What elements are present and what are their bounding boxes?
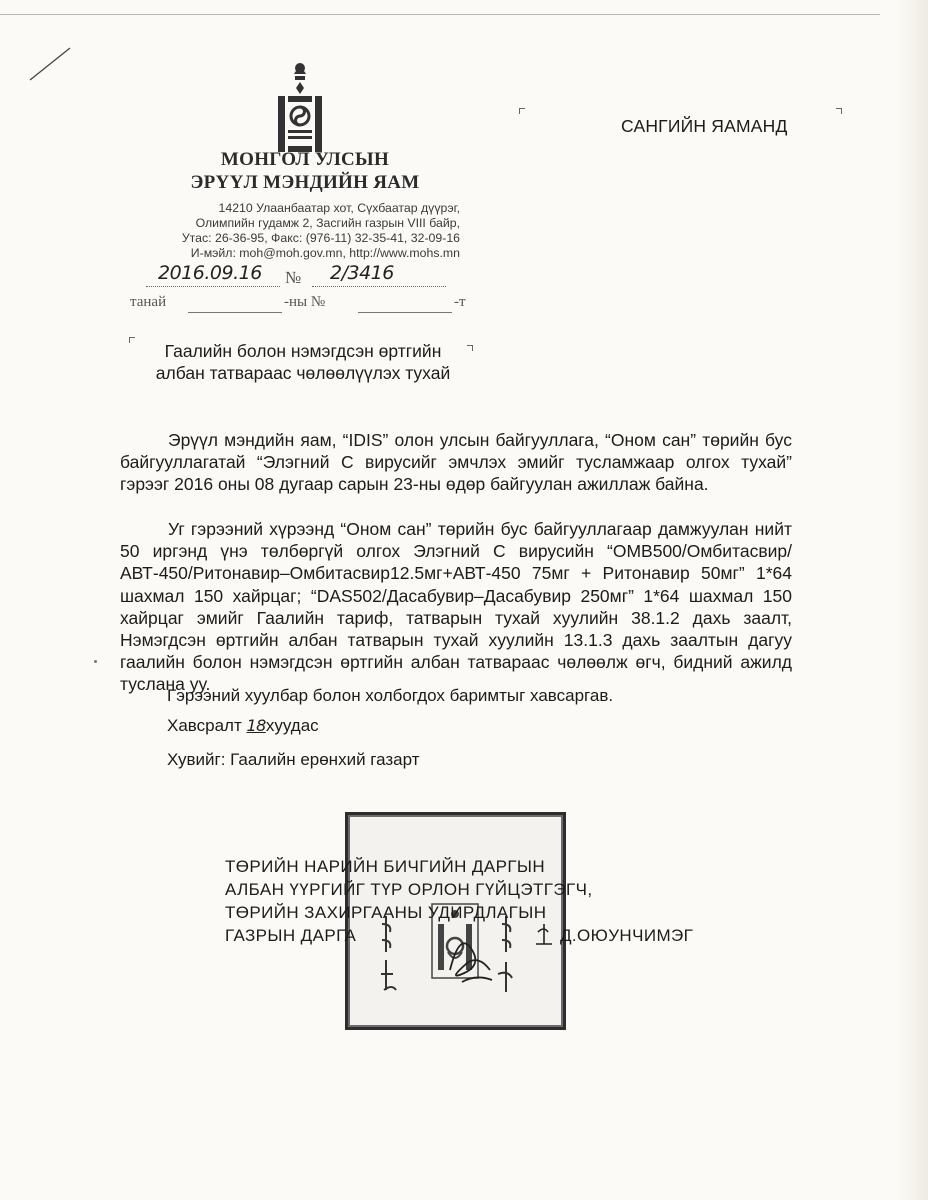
subject-line1: Гаалийн болон нэмэгдсэн өртгийн (164, 341, 442, 361)
copy-to-line: Хувийг: Гаалийн ерөнхий газарт (167, 750, 420, 769)
your-ref-prefix: танай (130, 294, 167, 310)
scan-shadow (898, 0, 928, 1200)
date-underline (146, 286, 280, 287)
state-emblem-icon (274, 60, 326, 154)
signatory-title-line1: ТӨРИЙН НАРИЙН БИЧГИЙН ДАРГЫН (225, 857, 546, 876)
subject-corner-tr (467, 345, 473, 351)
subject-line2: албан татвараас чөлөөлүүлэх тухай (155, 363, 451, 383)
body-paragraph-1: Эрүүл мэндийн яам, “IDIS” олон улсын байгууллага, “Оном сан” төрийн бус байгууллагатай “Элэгний С вирусийг эмчлэх эмийг тусламжаар олгох тухай” гэрээг 2016 оны 08 дугаар сарын 23-ны өдөр байгуулан ажиллаж байна. (120, 430, 792, 495)
signatory-title-line4: ГАЗРЫН ДАРГА (225, 926, 357, 945)
handwritten-signature (442, 920, 502, 990)
contact-line: И-мэйл: moh@moh.gov.mn, http://www.mohs.mn (190, 246, 460, 260)
signatory-title-line3: ТӨРИЙН ЗАХИРГААНЫ УДИРДЛАГЫН (225, 903, 547, 922)
body-paragraph-2: Уг гэрээний хүрээнд “Оном сан” төрийн бус байгууллагаар дамжуулан нийт 50 иргэнд үнэ төлбөргүй олгох Элэгний С вирусийн “ОМВ500/Омбитасвир/АВТ-450/Ритонавир–Омбитасвир12.5мг+АВТ-450 75мг + Ритонавир 50мг” 1*64 шахмал 150 хайрцаг; “DAS502/Дасабувир–Дасабувир 250мг” 1*64 шахмал 150 хайрцаг эмийг Гаалийн тариф, татварын тухай хуулийн 38.1.2 дахь заалт, Нэмэгдсэн өртгийн албан татварын тухай хуулийн 13.1.3 дахь заалтын дагуу гаалийн болон нэмэгдсэн өртгийн албан татвараас чөлөөлж өгч, бидний ажилд туслана уу. (120, 519, 792, 695)
appendix-line (167, 716, 319, 736)
recipient-corner-tr (836, 108, 842, 114)
document-date: 2016.09.16 (158, 262, 262, 284)
pen-stroke-mark (28, 44, 74, 84)
your-ref-suffix: -т (454, 294, 466, 310)
appendix-suffix: хуудас (265, 716, 319, 735)
number-label: № (285, 268, 302, 287)
appendix-prefix: Хавсралт (167, 716, 242, 735)
address-line-3: Утас: 26-36-95, Факс: (976-11) 32-35-41, 32-09-16 (181, 231, 460, 245)
recipient-corner-tl (519, 108, 525, 114)
your-ref-number-blank (358, 312, 452, 313)
number-underline (312, 286, 446, 287)
document-number: 2/3416 (330, 262, 394, 284)
scan-dot (94, 660, 97, 663)
org-title-line2: ЭРҮҮЛ МЭНДИЙН ЯАМ (190, 172, 420, 193)
stamp-script-left (378, 910, 412, 1000)
appendix-page-count: 18 (246, 716, 266, 735)
signatory-title-line2: АЛБАН ҮҮРГИЙГ ТҮР ОРЛОН ГҮЙЦЭТГЭГЧ, (225, 880, 593, 899)
signatory-name: Д.ОЮУНЧИМЭГ (560, 926, 694, 945)
your-ref-mid: -ны № (284, 294, 326, 310)
attachment-note: Гэрээний хуулбар болон холбогдох баримтыг хавсаргав. (167, 686, 614, 705)
address-line-2: Олимпийн гудамж 2, Засгийн газрын VIII байр, (195, 216, 460, 230)
your-ref-date-blank (188, 312, 282, 313)
org-title-line1: МОНГОЛ УЛСЫН (220, 149, 390, 170)
address-line-1: 14210 Улаанбаатар хот, Сүхбаатар дүүрэг, (218, 201, 460, 215)
recipient: САНГИЙН ЯАМАНД (621, 116, 788, 136)
subject-corner-tl (129, 337, 135, 343)
scan-edge-line (0, 14, 880, 15)
signature-initial-mark (532, 922, 556, 946)
